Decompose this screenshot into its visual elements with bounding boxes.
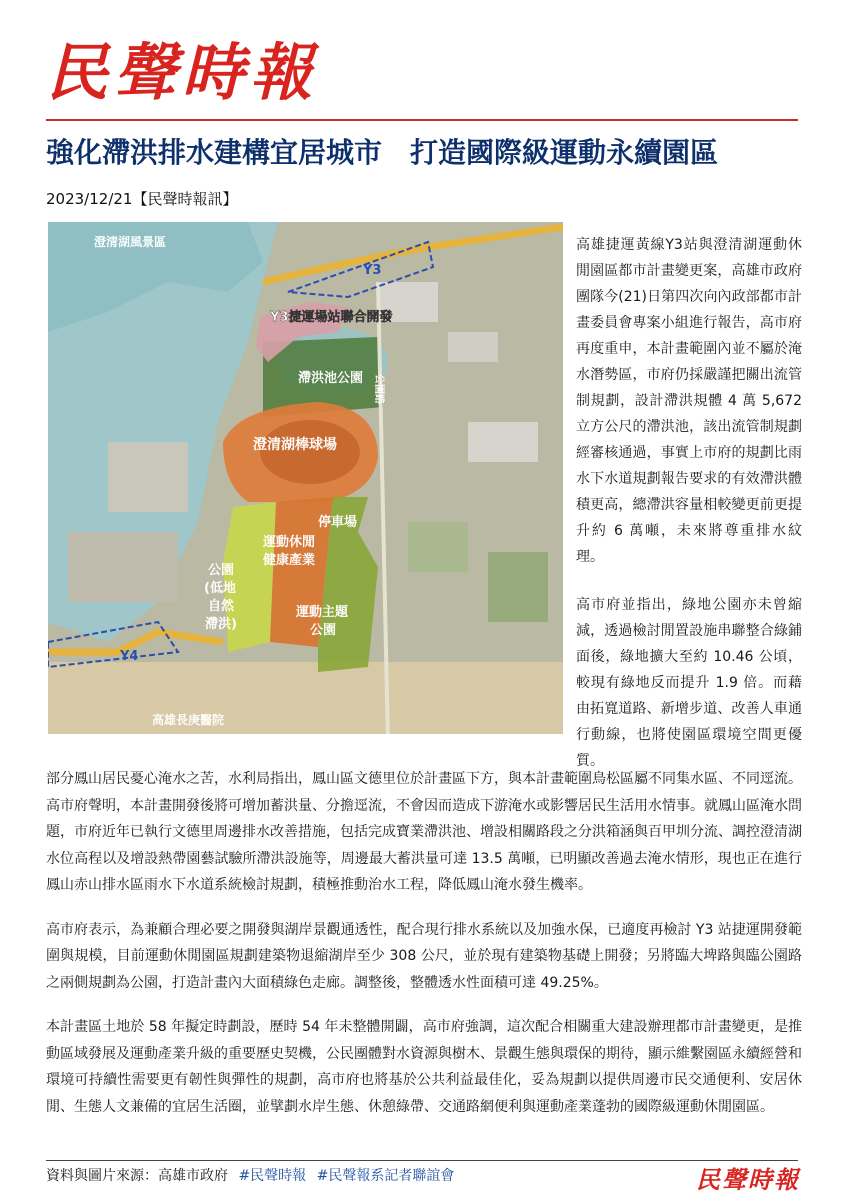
site-plan-svg	[48, 222, 563, 734]
label-parking: 停車場	[318, 515, 358, 530]
body-paragraph: 本計畫區土地於 58 年擬定時劃設，歷時 54 年未整體開闢，高市府強調，這次配合相關重大建設辦理都市計畫變更，是推動區域發展及運動產業升級的重要歷史契機，公民團體對水資源與樹木、景觀生態與環保的期待，顯示維繫園區永續經營和環境可持續性需要更有韌性與彈性的規劃，高市府也將基於公共利益最佳化，妥為規劃以提供周邊市民交通便利、安居休閒、生態人文兼備的宜居生活圈，並擘劃水岸生態、休憩綠帶、交通路網便利與運動產業蓬勃的國際級運動休閒園區。	[46, 1019, 802, 1115]
article-body	[46, 766, 802, 1138]
side-column	[576, 232, 802, 796]
body-paragraph: 高市府表示，為兼顧合理必要之開發與湖岸景觀通透性，配合現行排水系統以及加強水保，已適度再檢討 Y3 站捷運開發範圍與規模，目前運動休閒園區規劃建築物退縮湖岸至少 308 公尺，並於現有建築物基礎上開發；另將臨大埤路與臨公園路之兩側規劃為公園，打造計畫內大面積綠色走廊。調整後，整體透水性面積可達 49.25%。	[46, 921, 802, 991]
masthead-rule	[46, 119, 798, 121]
masthead-logo: 民聲時報	[46, 36, 319, 109]
article-dateline: 2023/12/21【民聲時報訊】	[46, 190, 238, 208]
label-park-3: 自然	[208, 599, 235, 614]
footer-logo: 民聲時報	[696, 1165, 800, 1194]
footer-hashtag-2[interactable]: #民聲報系記者聯誼會	[316, 1168, 455, 1184]
label-park-2: (低地	[204, 581, 236, 596]
label-hospital: 高雄長庚醫院	[152, 713, 225, 727]
site-plan-map	[48, 222, 563, 734]
label-stadium: 澄清湖棒球場	[253, 437, 337, 453]
label-detention-park: 滯洪池公園	[298, 371, 364, 386]
label-lake-area: 澄清湖風景區	[94, 235, 167, 249]
footer-rule	[46, 1160, 798, 1161]
green-block	[488, 552, 548, 622]
label-y4: Y4	[120, 649, 139, 664]
label-y3: Y3	[363, 263, 382, 278]
footer-credits	[46, 1165, 454, 1185]
label-y3-station: Y3捷運場站聯合開發	[270, 310, 393, 325]
building-block	[68, 532, 178, 602]
label-road: 公園路	[373, 374, 384, 404]
label-theme-2: 公園	[310, 623, 337, 638]
label-park-4: 滯洪)	[205, 617, 237, 632]
label-park-1: 公園	[208, 563, 235, 578]
body-paragraph: 部分鳳山居民憂心淹水之苦，水利局指出，鳳山區文德里位於計畫區下方，與本計畫範圍鳥松區屬不同集水區、不同逕流。高市府聲明，本計畫開發後將可增加蓄洪量、分擔逕流，不會因而造成下游淹水或影響居民生活用水情事。就鳳山區淹水問題，市府近年已執行文德里周邊排水改善措施，包括完成寶業滯洪池、增設相關路段之分洪箱涵與百甲圳分流、調控澄清湖水位高程以及增設熱帶園藝試驗所滯洪設施等，周邊最大蓄洪量可達 13.5 萬噸，已明顯改善過去淹水情形，現也正在進行鳳山赤山排水區雨水下水道系統檢討規劃，積極推動治水工程，降低鳳山淹水發生機率。	[46, 771, 802, 893]
side-paragraph: 高雄捷運黃線Y3站與澄清湖運動休閒園區都市計畫變更案，高雄市政府團隊今(21)日第四次向內政部都市計畫委員會專案小組進行報告，高市府再度重申，本計畫範圍內並不屬於淹水潛勢區，市府仍採嚴謹把關出流管制規劃，設計滯洪規體 4 萬 5,672 立方公尺的滯洪池，該出流管制規劃經審核通過，事實上市府的規劃比雨水下水道規劃報告要求的有效滯洪體積更高，總滯洪容量相較變更前更提升約 6 萬噸，未來將尊重排水紋理。	[576, 237, 802, 565]
footer-source: 資料與圖片來源：高雄市政府	[46, 1168, 228, 1184]
label-leisure-1: 運動休閒	[263, 535, 316, 550]
side-paragraph: 高市府並指出，綠地公園亦未曾縮減，透過檢討閒置設施串聯整合綠鋪面後，綠地擴大至約 10.46 公頃，較現有綠地反而提升 1.9 倍。而藉由拓寬道路、新增步道、改善人車通行動線，也將使園區環境空間更優質。	[576, 597, 802, 769]
label-leisure-2: 健康產業	[263, 553, 316, 568]
label-theme-1: 運動主題	[296, 605, 349, 620]
footer-hashtag-1[interactable]: #民聲時報	[238, 1168, 307, 1184]
building-block	[448, 332, 498, 362]
hospital-grounds	[48, 662, 563, 734]
building-block	[468, 422, 538, 462]
green-block	[408, 522, 468, 572]
building-block	[108, 442, 188, 512]
article-headline: 強化滯洪排水建構宜居城市 打造國際級運動永續園區	[46, 136, 719, 169]
